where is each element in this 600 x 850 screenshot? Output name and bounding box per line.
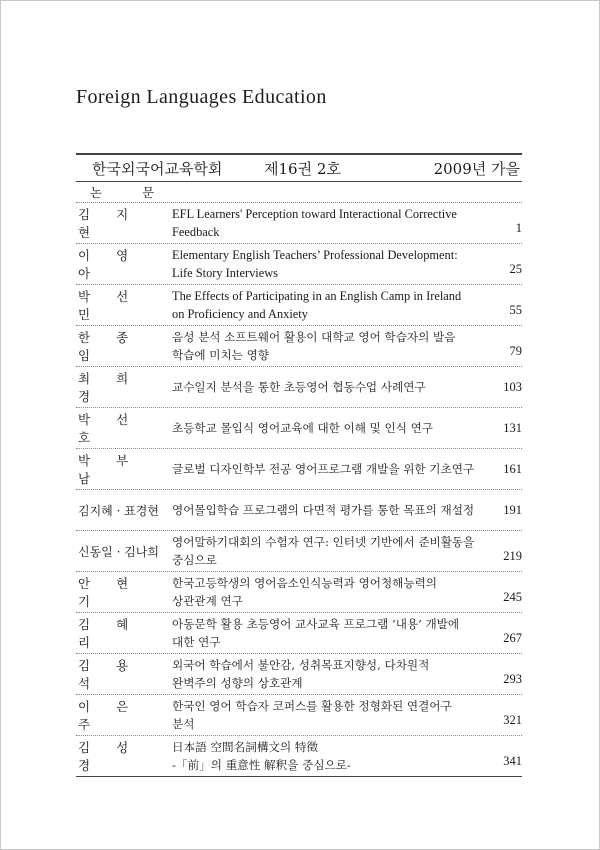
entry-author xyxy=(76,615,172,651)
toc-entry xyxy=(76,244,522,285)
entry-author xyxy=(76,697,172,733)
entry-title-line: 상관관계 연구 xyxy=(172,594,243,608)
toc-entry xyxy=(76,531,522,572)
entry-title-line: 외국어 학습에서 불안감, 성취목표지향성, 다차원적 xyxy=(172,658,430,672)
author-name: 안현기 xyxy=(78,576,155,609)
toc-entry xyxy=(76,695,522,736)
entry-page-number: 293 xyxy=(503,671,522,686)
entry-page-number: 245 xyxy=(503,589,522,604)
toc-entries xyxy=(76,203,522,777)
entry-title xyxy=(172,697,490,733)
toc-entry xyxy=(76,326,522,367)
entry-title-line: 아동문학 활용 초등영어 교사교육 프로그램 ‘내용’ 개발에 xyxy=(172,617,460,631)
entry-title xyxy=(172,287,490,323)
author-name: 최희경 xyxy=(78,371,155,404)
entry-title xyxy=(172,738,490,774)
entry-author xyxy=(76,738,172,774)
entry-title-line: 학습에 미치는 영향 xyxy=(172,348,269,362)
entry-title-line: on Proficiency and Anxiety xyxy=(172,307,308,321)
section-row xyxy=(76,182,522,203)
entry-author xyxy=(76,410,172,446)
entry-title xyxy=(172,615,490,651)
entry-page-number: 341 xyxy=(503,753,522,768)
entry-title xyxy=(172,328,490,364)
author-name: 한종임 xyxy=(78,330,155,363)
entry-author xyxy=(76,502,172,519)
entry-title-line: Elementary English Teachers’ Professional Development: xyxy=(172,248,458,262)
entry-title-line: 완벽주의 성향의 상호관계 xyxy=(172,676,303,690)
entry-author xyxy=(76,328,172,364)
table-of-contents xyxy=(76,153,522,777)
toc-entry xyxy=(76,736,522,777)
entry-author xyxy=(76,574,172,610)
entry-title-line: Life Story Interviews xyxy=(172,266,278,280)
entry-title-line: 초등학교 몰입식 영어교육에 대한 이해 및 인식 연구 xyxy=(172,421,433,435)
author-name: 김지혜 · 표경현 xyxy=(78,503,159,518)
author-name: 이영아 xyxy=(78,248,155,281)
author-name: 김지현 xyxy=(78,207,155,240)
entry-page-number: 1 xyxy=(515,220,522,235)
entry-author xyxy=(76,246,172,282)
entry-title xyxy=(172,460,490,478)
entry-title xyxy=(172,205,490,241)
entry-title-line: 영어말하기대회의 수험자 연구: 인터넷 기반에서 준비활동을 xyxy=(172,535,475,549)
entry-page-number: 267 xyxy=(503,630,522,645)
author-name: 김혜리 xyxy=(78,617,155,650)
society-name: 한국외국어교육학회 xyxy=(92,159,223,178)
entry-title-line: 음성 분석 소프트웨어 활용이 대학교 영어 학습자의 발음 xyxy=(172,330,456,344)
journal-title: Foreign Languages Education xyxy=(76,86,327,108)
entry-author xyxy=(76,543,172,560)
toc-entry xyxy=(76,490,522,531)
entry-title-line: Feedback xyxy=(172,225,220,239)
entry-page-number: 219 xyxy=(503,548,522,563)
entry-author xyxy=(76,451,172,487)
entry-author xyxy=(76,287,172,323)
author-name: 김용석 xyxy=(78,658,155,691)
issue-season: 2009년 가을 xyxy=(433,159,520,178)
entry-page-number: 55 xyxy=(509,302,522,317)
entry-title-line: 한국인 영어 학습자 코퍼스를 활용한 정형화된 연결어구 xyxy=(172,699,452,713)
author-name: 이은주 xyxy=(78,699,155,732)
entry-page-number: 131 xyxy=(503,420,522,435)
entry-author xyxy=(76,369,172,405)
entry-title-line: 영어몰입학습 프로그램의 다면적 평가를 통한 목표의 재설정 xyxy=(172,503,475,517)
author-name: 박선민 xyxy=(78,289,155,322)
entry-title xyxy=(172,378,490,396)
section-label: 논문 xyxy=(90,185,195,200)
toc-entry xyxy=(76,285,522,326)
volume-issue: 제16권 2호 xyxy=(264,159,341,178)
entry-title-line: EFL Learners' Perception toward Interactional Corrective xyxy=(172,207,457,221)
author-name: 신동일 · 김나희 xyxy=(78,544,159,559)
entry-author xyxy=(76,656,172,692)
entry-page-number: 161 xyxy=(503,461,522,476)
entry-title-line: 대한 연구 xyxy=(172,635,221,649)
toc-entry xyxy=(76,203,522,244)
toc-entry xyxy=(76,408,522,449)
entry-title-line: 한국고등학생의 영어음소인식능력과 영어청해능력의 xyxy=(172,576,437,590)
entry-title-line: 교수일지 분석을 통한 초등영어 협동수업 사례연구 xyxy=(172,380,426,394)
entry-page-number: 191 xyxy=(503,502,522,517)
entry-title xyxy=(172,246,490,282)
entry-title xyxy=(172,574,490,610)
entry-title xyxy=(172,501,490,519)
entry-title xyxy=(172,656,490,692)
toc-entry xyxy=(76,572,522,613)
entry-title-line: 글로벌 디자인학부 전공 영어프로그램 개발을 위한 기초연구 xyxy=(172,462,475,476)
entry-title-line: 분석 xyxy=(172,717,195,731)
entry-title-line: -「前」의 重意性 解釈을 중심으로- xyxy=(172,758,351,772)
entry-title-line: The Effects of Participating in an English Camp in Ireland xyxy=(172,289,462,303)
author-name: 박부남 xyxy=(78,453,155,486)
entry-title xyxy=(172,533,490,569)
toc-entry xyxy=(76,654,522,695)
author-name: 박선호 xyxy=(78,412,155,445)
entry-page-number: 25 xyxy=(509,261,522,276)
toc-header xyxy=(76,153,522,182)
author-name: 김성경 xyxy=(78,740,155,773)
entry-author xyxy=(76,205,172,241)
entry-page-number: 321 xyxy=(503,712,522,727)
entry-page-number: 79 xyxy=(509,343,522,358)
toc-entry xyxy=(76,613,522,654)
entry-title-line: 日本語 空間名詞構文의 特徵 xyxy=(172,740,319,754)
toc-entry xyxy=(76,449,522,490)
entry-title-line: 중심으로 xyxy=(172,553,217,567)
entry-title xyxy=(172,419,490,437)
entry-page-number: 103 xyxy=(503,379,522,394)
toc-entry xyxy=(76,367,522,408)
